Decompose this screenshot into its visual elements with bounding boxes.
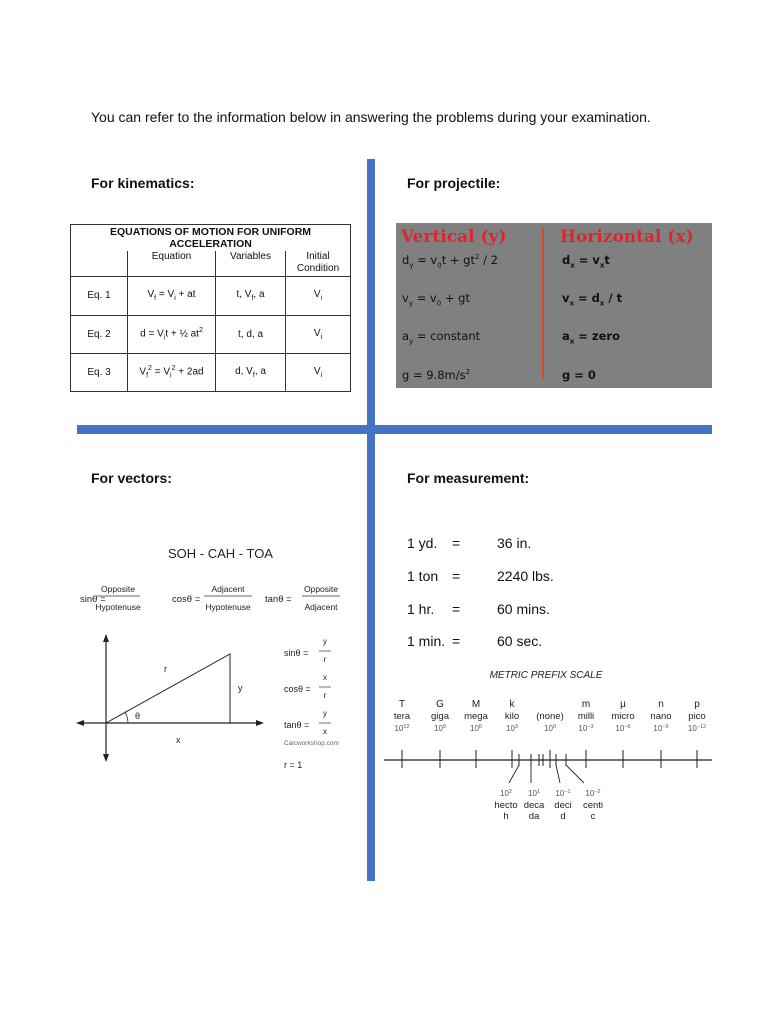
measurement-heading: For measurement: (407, 470, 530, 486)
row-variables: t, d, a (216, 315, 286, 353)
row-equation: $V_f^2 = V_i^2 + 2ad$ (128, 353, 216, 391)
prefix-symbol: da (528, 811, 540, 822)
row-initial: $V_i$ (286, 277, 351, 315)
ratio-cos-den: r (323, 691, 327, 700)
intro-text: You can refer to the information below in answering the problems during your examination. (91, 109, 651, 125)
prefix-symbol: G (436, 699, 444, 710)
prefix-name: (none) (536, 711, 564, 722)
ratio-cos-num: x (323, 673, 327, 682)
horizontal-eq-4: g = 0 (562, 368, 596, 382)
right-triangle (106, 654, 230, 723)
kinematics-heading: For kinematics: (91, 175, 195, 191)
table-row (71, 353, 351, 391)
prefix-symbol: k (509, 699, 515, 710)
soh-cah-toa-title: SOH - CAH - TOA (168, 546, 273, 561)
ratio-tan-label: tanθ = (284, 720, 310, 730)
row-label: Eq. 1 (71, 277, 128, 315)
meas-lhs: 1 min. (407, 633, 446, 649)
prefix-name: centi (582, 800, 604, 811)
meas-eq: = (452, 535, 461, 551)
ratio-sin-num: y (323, 637, 327, 646)
leader-line (566, 765, 584, 783)
vertical-eq-2: $v_y = v_0$ + gt (402, 291, 470, 308)
prefix-power: $10^{-2}$ (585, 789, 601, 798)
meas-rhs: 36 in. (497, 535, 532, 551)
prefix-symbol: µ (620, 699, 626, 710)
prefix-power: $10^3$ (506, 724, 518, 733)
prefix-name: pico (688, 711, 706, 722)
prefix-power: $10^0$ (544, 724, 556, 733)
r-note: r = 1 (284, 760, 303, 770)
prefix-power: $10^{-3}$ (578, 724, 594, 733)
row-initial: $V_i$ (286, 353, 351, 391)
vectors-figure (70, 530, 370, 780)
prefix-symbol: m (581, 699, 591, 710)
prefix-power: $10^{-6}$ (615, 724, 631, 733)
horizontal-eq-1: $d_x = v_xt$ (562, 253, 610, 270)
projectile-heading: For projectile: (407, 175, 501, 191)
prefix-power: $10^{12}$ (394, 724, 410, 733)
metric-prefix-scale (380, 662, 716, 827)
meas-rhs: 2240 lbs. (497, 568, 554, 584)
meas-eq: = (452, 568, 461, 584)
tan-denominator: Adjacent (304, 602, 338, 612)
vectors-heading: For vectors: (91, 470, 172, 486)
meas-rhs: 60 mins. (497, 601, 550, 617)
row-label: Eq. 3 (71, 353, 128, 391)
horizontal-header: Horizontal (x) (560, 227, 694, 247)
ratio-sin-label: sinθ = (284, 648, 309, 658)
source-credit: Calcworkshop.com (284, 740, 339, 747)
row-initial: $V_i$ (286, 315, 351, 353)
projectile-panel (396, 223, 712, 388)
cos-denominator: Hypotenuse (205, 602, 251, 612)
prefix-symbol: p (694, 699, 700, 710)
prefix-symbol: n (658, 699, 664, 710)
row-variables: t, $V_f$, a (216, 277, 286, 315)
prefix-name: milli (577, 711, 595, 722)
sin-label: sinθ = (80, 594, 106, 605)
prefix-name: tera (393, 711, 411, 722)
table-row (71, 277, 351, 315)
table-header-equation: Equation (128, 251, 216, 277)
row-equation: $V_f = V_i$ + at (128, 277, 216, 315)
meas-rhs: 60 sec. (497, 633, 543, 649)
table-header-variables: Variables (216, 251, 286, 277)
prefix-power: $10^{-9}$ (653, 724, 669, 733)
horizontal-divider (77, 425, 712, 434)
tan-numerator: Opposite (303, 584, 339, 594)
prefix-name: nano (650, 711, 672, 722)
prefix-symbol: c (590, 811, 596, 822)
prefix-name: kilo (504, 711, 520, 722)
opposite-label: y (238, 683, 243, 693)
prefix-power: $10^1$ (528, 789, 540, 798)
ratio-tan-num: y (323, 709, 327, 718)
prefix-symbol: M (471, 699, 481, 710)
meas-lhs: 1 ton (407, 568, 439, 584)
cos-label: cosθ = (172, 594, 201, 605)
leader-line (509, 765, 519, 783)
prefix-power: $10^{-1}$ (555, 789, 571, 798)
theta-label: θ (135, 711, 141, 721)
row-variables: d, $V_f$, a (216, 353, 286, 391)
tan-label: tanθ = (265, 594, 292, 605)
prefix-symbol: T (398, 699, 406, 710)
vertical-header: Vertical (y) (401, 227, 507, 247)
kinematics-table-title: EQUATIONS OF MOTION FOR UNIFORM ACCELERATION (71, 225, 351, 251)
prefix-power: $10^{-12}$ (687, 724, 707, 733)
vertical-eq-3: $a_y$ = constant (402, 329, 481, 346)
hypotenuse-label: r (164, 664, 167, 674)
meas-eq: = (452, 633, 461, 649)
prefix-name: deci (554, 800, 572, 811)
row-equation: $d = V_it$ + ½ $at^2$ (128, 315, 216, 353)
vertical-eq-1: $d_y = v_0t + gt^2 / 2$ (402, 253, 498, 270)
table-header-empty (71, 251, 128, 277)
prefix-power: $10^2$ (500, 789, 512, 798)
prefix-name: micro (611, 711, 635, 722)
prefix-power: $10^6$ (470, 724, 482, 733)
prefix-power: $10^9$ (434, 724, 446, 733)
leader-line (556, 765, 560, 783)
ratio-tan-den: x (323, 727, 327, 736)
ratio-cos-label: cosθ = (284, 684, 311, 694)
prefix-symbol: h (503, 811, 509, 822)
vertical-eq-4: $g = 9.8m/s^2$ (402, 368, 471, 382)
metric-scale-title: METRIC PREFIX SCALE (489, 670, 603, 681)
prefix-name: hecto (494, 800, 518, 811)
prefix-name: deca (523, 800, 545, 811)
horizontal-eq-3: $a_x$ = zero (562, 329, 620, 346)
horizontal-eq-2: $v_x = d_x / t$ (562, 291, 623, 308)
table-row (71, 315, 351, 353)
table-header-initial: Initial Condition (286, 251, 351, 277)
row-label: Eq. 2 (71, 315, 128, 353)
prefix-name: giga (431, 711, 449, 722)
meas-lhs: 1 yd. (407, 535, 438, 551)
ratio-sin-den: r (323, 655, 327, 664)
sin-denominator: Hypotenuse (95, 602, 141, 612)
adjacent-label: x (176, 735, 181, 745)
meas-eq: = (452, 601, 461, 617)
sin-numerator: Opposite (100, 584, 136, 594)
prefix-name: mega (464, 711, 488, 722)
panel-divider (542, 227, 544, 379)
cos-numerator: Adjacent (211, 584, 245, 594)
kinematics-table (70, 224, 351, 392)
prefix-symbol: d (560, 811, 566, 822)
measurement-row (407, 535, 437, 551)
meas-lhs: 1 hr. (407, 601, 435, 617)
